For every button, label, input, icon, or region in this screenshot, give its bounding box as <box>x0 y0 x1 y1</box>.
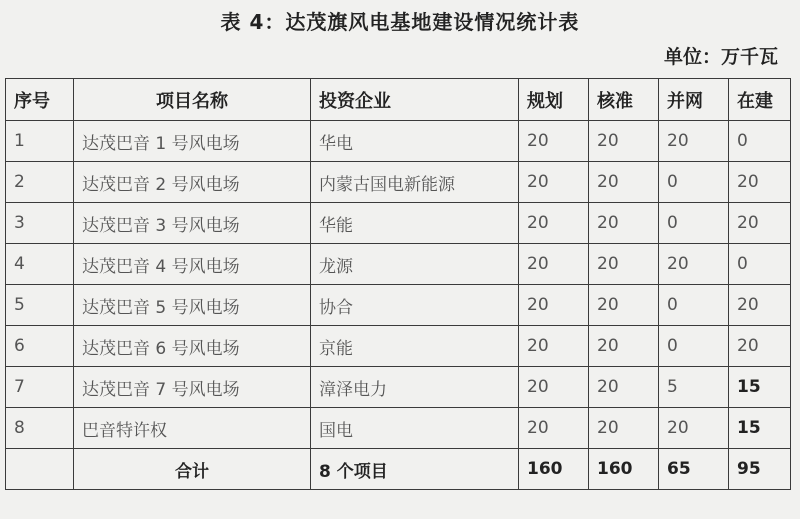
table-row <box>6 121 791 162</box>
cell-seq: 5 <box>6 285 74 326</box>
cell-grid: 0 <box>659 326 729 367</box>
cell-total-plan: 160 <box>519 449 589 490</box>
cell-building: 15 <box>729 367 791 408</box>
cell-approve: 20 <box>589 326 659 367</box>
cell-approve: 20 <box>589 408 659 449</box>
cell-enterprise: 京能 <box>311 326 519 367</box>
cell-plan: 20 <box>519 326 589 367</box>
table-row <box>6 162 791 203</box>
cell-enterprise: 龙源 <box>311 244 519 285</box>
cell-plan: 20 <box>519 244 589 285</box>
cell-enterprise: 华能 <box>311 203 519 244</box>
cell-approve: 20 <box>589 121 659 162</box>
cell-plan: 20 <box>519 367 589 408</box>
cell-total-enterprise: 8 个项目 <box>311 449 519 490</box>
cell-project-name: 达茂巴音 6 号风电场 <box>74 326 311 367</box>
cell-enterprise: 国电 <box>311 408 519 449</box>
cell-building: 20 <box>729 162 791 203</box>
unit-label: 单位：万千瓦 <box>663 46 778 68</box>
cell-plan: 20 <box>519 203 589 244</box>
header-enterprise: 投资企业 <box>311 79 519 121</box>
cell-grid: 20 <box>659 244 729 285</box>
cell-grid: 0 <box>659 285 729 326</box>
cell-enterprise: 协合 <box>311 285 519 326</box>
cell-project-name: 达茂巴音 2 号风电场 <box>74 162 311 203</box>
cell-seq: 8 <box>6 408 74 449</box>
cell-grid: 20 <box>659 121 729 162</box>
cell-total-label: 合计 <box>74 449 311 490</box>
cell-grid: 0 <box>659 162 729 203</box>
header-row <box>6 79 791 121</box>
cell-project-name: 达茂巴音 1 号风电场 <box>74 121 311 162</box>
cell-approve: 20 <box>589 162 659 203</box>
cell-building: 20 <box>729 326 791 367</box>
total-row <box>6 449 791 490</box>
header-project-name: 项目名称 <box>74 79 311 121</box>
cell-approve: 20 <box>589 367 659 408</box>
cell-total-blank <box>6 449 74 490</box>
cell-approve: 20 <box>589 244 659 285</box>
cell-enterprise: 漳泽电力 <box>311 367 519 408</box>
cell-seq: 6 <box>6 326 74 367</box>
cell-plan: 20 <box>519 162 589 203</box>
cell-building: 20 <box>729 203 791 244</box>
header-approve: 核准 <box>589 79 659 121</box>
cell-seq: 3 <box>6 203 74 244</box>
cell-approve: 20 <box>589 203 659 244</box>
cell-grid: 0 <box>659 203 729 244</box>
cell-grid: 20 <box>659 408 729 449</box>
cell-total-grid: 65 <box>659 449 729 490</box>
wind-farm-table <box>5 78 791 490</box>
cell-seq: 4 <box>6 244 74 285</box>
header-seq: 序号 <box>6 79 74 121</box>
cell-building: 0 <box>729 121 791 162</box>
table-row <box>6 285 791 326</box>
cell-total-approve: 160 <box>589 449 659 490</box>
cell-enterprise: 华电 <box>311 121 519 162</box>
cell-enterprise: 内蒙古国电新能源 <box>311 162 519 203</box>
cell-project-name: 达茂巴音 4 号风电场 <box>74 244 311 285</box>
header-plan: 规划 <box>519 79 589 121</box>
table-row <box>6 326 791 367</box>
cell-seq: 1 <box>6 121 74 162</box>
cell-building: 0 <box>729 244 791 285</box>
cell-building: 20 <box>729 285 791 326</box>
table-row <box>6 203 791 244</box>
header-grid: 并网 <box>659 79 729 121</box>
cell-plan: 20 <box>519 121 589 162</box>
cell-project-name: 达茂巴音 5 号风电场 <box>74 285 311 326</box>
cell-plan: 20 <box>519 408 589 449</box>
cell-grid: 5 <box>659 367 729 408</box>
cell-building: 15 <box>729 408 791 449</box>
cell-project-name: 巴音特许权 <box>74 408 311 449</box>
table-title: 表 4：达茂旗风电基地建设情况统计表 <box>220 10 580 34</box>
table-row <box>6 408 791 449</box>
cell-total-building: 95 <box>729 449 791 490</box>
header-building: 在建 <box>729 79 791 121</box>
table-row <box>6 367 791 408</box>
cell-project-name: 达茂巴音 3 号风电场 <box>74 203 311 244</box>
cell-approve: 20 <box>589 285 659 326</box>
cell-plan: 20 <box>519 285 589 326</box>
cell-seq: 2 <box>6 162 74 203</box>
cell-seq: 7 <box>6 367 74 408</box>
table-row <box>6 244 791 285</box>
cell-project-name: 达茂巴音 7 号风电场 <box>74 367 311 408</box>
